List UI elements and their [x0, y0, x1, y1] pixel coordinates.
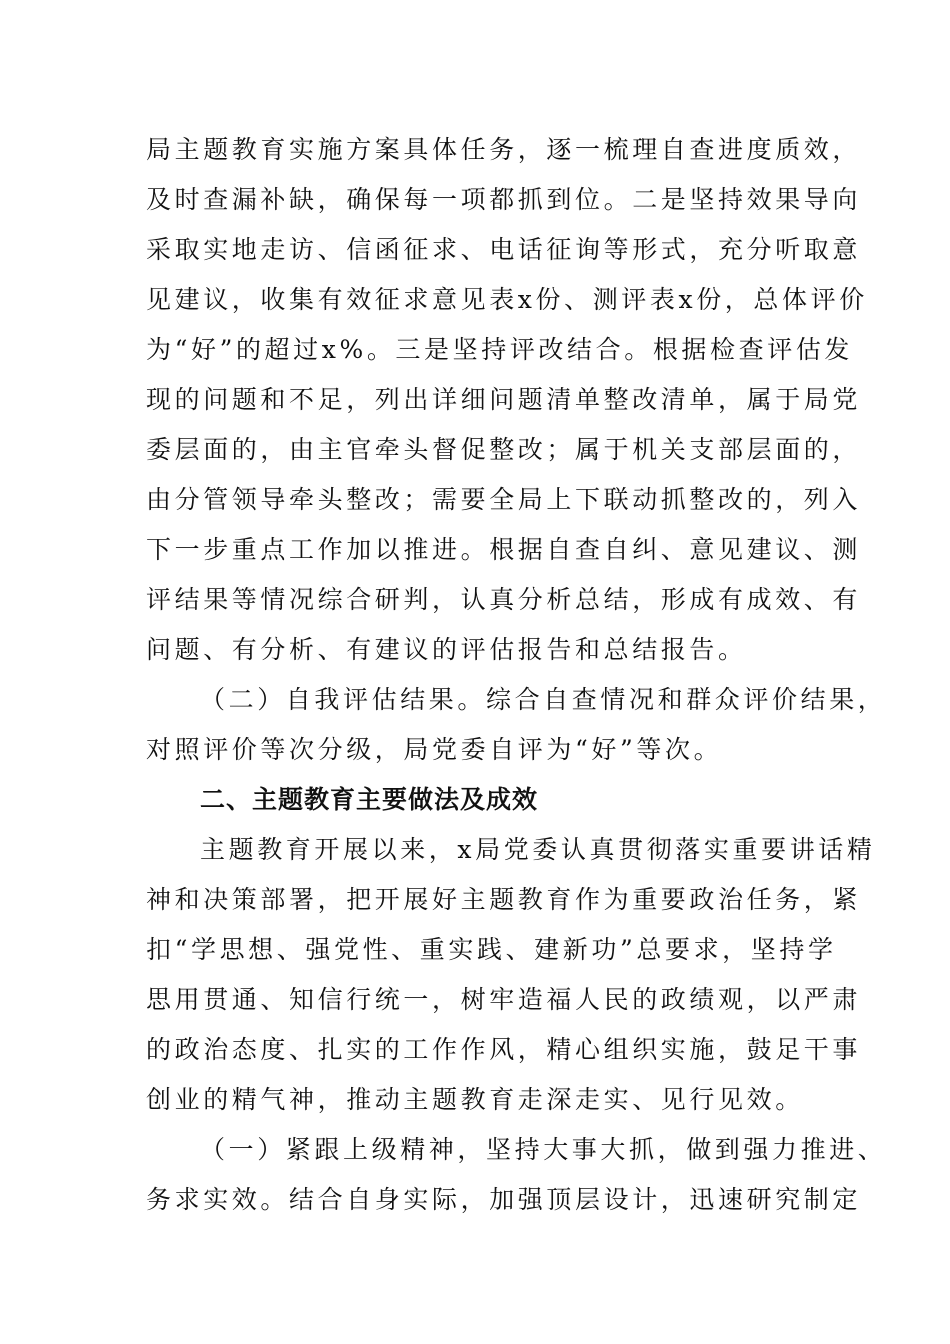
document-body — [146, 125, 887, 1225]
text-line: 现的问题和不足，列出详细问题清单整改清单，属于局党 — [146, 385, 862, 414]
text-line: 采取实地走访、信函征求、电话征询等形式，充分听取意 — [146, 235, 862, 264]
paragraph-first-line: 主题教育开展以来，x局党委认真贯彻落实重要讲话精 — [200, 835, 876, 864]
subsection-line: （一）紧跟上级精神，坚持大事大抓，做到强力推进、 — [200, 1135, 887, 1164]
text-line: 委层面的，由主官牵头督促整改；属于机关支部层面的， — [146, 435, 862, 464]
text-line: 思用贯通、知信行统一，树牢造福人民的政绩观，以严肃 — [146, 985, 862, 1014]
text-line: 神和决策部署，把开展好主题教育作为重要政治任务，紧 — [146, 885, 862, 914]
text-line: 的政治态度、扎实的工作作风，精心组织实施，鼓足干事 — [146, 1035, 862, 1064]
text-line: 及时查漏补缺，确保每一项都抓到位。二是坚持效果导向 — [146, 185, 862, 214]
text-line: 为“好”的超过x%。三是坚持评改结合。根据检查评估发 — [146, 335, 854, 364]
text-line: 务求实效。结合自身实际，加强顶层设计，迅速研究制定 — [146, 1185, 862, 1214]
text-line: 创业的精气神，推动主题教育走深走实、见行见效。 — [146, 1085, 804, 1114]
text-line: 扣“学思想、强党性、重实践、建新功”总要求，坚持学 — [146, 935, 837, 964]
text-line: 局主题教育实施方案具体任务，逐一梳理自查进度质效， — [146, 135, 862, 164]
section-heading: 二、主题教育主要做法及成效 — [200, 785, 539, 814]
subsection-line: （二）自我评估结果。综合自查情况和群众评价结果， — [200, 685, 887, 714]
text-line: 评结果等情况综合研判，认真分析总结，形成有成效、有 — [146, 585, 862, 614]
text-line: 问题、有分析、有建议的评估报告和总结报告。 — [146, 635, 747, 664]
text-line: 见建议，收集有效征求意见表x份、测评表x份，总体评价 — [146, 285, 868, 314]
text-line: 对照评价等次分级，局党委自评为“好”等次。 — [146, 735, 723, 764]
text-line: 由分管领导牵头整改；需要全局上下联动抓整改的，列入 — [146, 485, 862, 514]
text-line: 下一步重点工作加以推进。根据自查自纠、意见建议、测 — [146, 535, 862, 564]
